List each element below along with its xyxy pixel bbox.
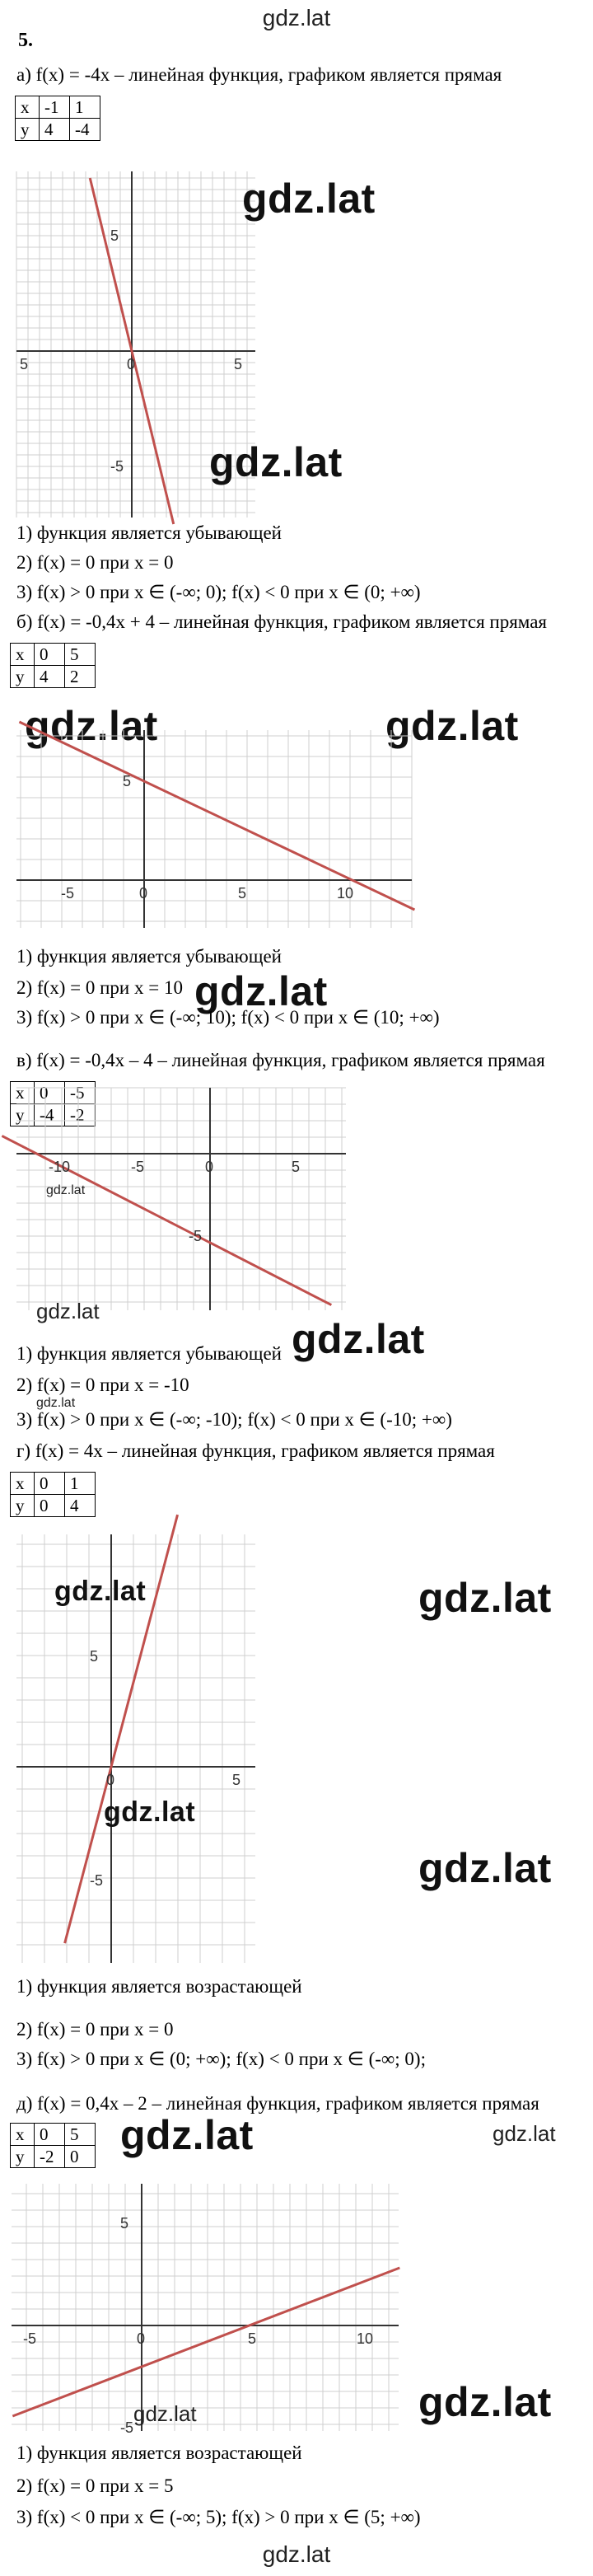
table-cell: -4 [35,1104,65,1126]
section-a-prop-1: 1) функция является убывающей [16,522,282,543]
y-tick-label: -5 [189,1228,203,1244]
x-tick-label: 0 [127,356,136,372]
task-number: 5. [18,30,33,51]
table-cell: y [11,1495,35,1517]
table-cell: -4 [70,119,100,141]
watermark: gdz.lat [194,968,328,1014]
watermark: gdz.lat [242,176,376,222]
x-tick-label: 0 [106,1772,115,1788]
watermark: gdz.lat [385,703,519,749]
header-watermark: gdz.lat [262,5,331,30]
table-cell: y [16,119,40,141]
section-b-prop-1: 1) функция является убывающей [16,946,282,967]
table-cell: 0 [35,1473,65,1495]
table-cell: 0 [65,2146,96,2168]
table-cell: 4 [35,666,65,688]
watermark: gdz.lat [493,2121,556,2146]
y-tick-label: -5 [110,458,124,475]
watermark: gdz.lat [418,1575,552,1621]
table-cell: 0 [35,1495,65,1517]
table-cell: 5 [65,644,96,666]
section-a-title: а) f(x) = -4x – линейная функция, графиком является прямая [16,64,502,85]
section-g-prop-3: 3) f(x) > 0 при x ∈ (0; +∞); f(x) < 0 при x ∈ (-∞; 0); [16,2049,426,2069]
section-d-title: д) f(x) = 0,4x – 2 – линейная функция, графиком является прямая [16,2093,539,2114]
section-g-prop-2: 2) f(x) = 0 при x = 0 [16,2019,174,2040]
table-cell: 0 [35,644,65,666]
table-cell: x [11,2124,35,2146]
table-cell: -2 [35,2146,65,2168]
x-tick-label: 10 [337,885,354,902]
section-v-prop-2: 2) f(x) = 0 при x = -10 [16,1375,189,1395]
watermark: gdz.lat [418,2379,552,2425]
table-cell: 4 [65,1495,96,1517]
x-tick-label: -5 [23,2330,37,2347]
section-g-title: г) f(x) = 4x – линейная функция, графиком является прямая [16,1440,495,1461]
section-b-title: б) f(x) = -0,4x + 4 – линейная функция, графиком является прямая [16,611,547,632]
table-cell: 5 [65,2124,96,2146]
table-cell: 4 [40,119,70,141]
section-d-graph [12,2184,399,2436]
footer-watermark: gdz.lat [262,2541,331,2567]
table-cell: -5 [65,1082,96,1104]
y-tick-label: -5 [90,1872,104,1889]
section-v-graph [16,1088,346,1310]
watermark: gdz.lat [209,439,343,485]
table-cell: x [11,1473,35,1495]
table-cell: 1 [70,96,100,119]
section-b-graph [16,730,412,928]
x-tick-label: -5 [61,885,75,902]
section-g-table [10,1472,96,1517]
x-tick-label: 5 [238,885,247,902]
table-cell: 0 [35,1082,65,1104]
watermark: gdz.lat [25,703,158,749]
x-tick-label: 5 [234,356,243,372]
y-tick-label: 5 [90,1648,99,1665]
table-cell: -2 [65,1104,96,1126]
section-d-table [10,2123,96,2168]
section-b-prop-2: 2) f(x) = 0 при x = 10 [16,977,183,998]
y-tick-label: -5 [120,2419,134,2436]
watermark: gdz.lat [46,1183,86,1197]
section-d-prop-1: 1) функция является возрастающей [16,2443,302,2463]
table-cell: x [11,1082,35,1104]
x-tick-label: 10 [357,2330,374,2347]
function-line [19,722,414,910]
table-cell: 2 [65,666,96,688]
watermark: gdz.lat [418,1845,552,1891]
table-cell: y [11,2146,35,2168]
section-b-prop-3: 3) f(x) > 0 при x ∈ (-∞; 10); f(x) < 0 при x ∈ (10; +∞) [16,1007,440,1028]
watermark: gdz.lat [36,1396,76,1410]
x-tick-label: 5 [20,356,29,372]
section-a-prop-3: 3) f(x) > 0 при x ∈ (-∞; 0); f(x) < 0 при x ∈ (0; +∞) [16,582,421,602]
section-v-title: в) f(x) = -0,4x – 4 – линейная функция, графиком является прямая [16,1050,545,1070]
section-d-prop-3: 3) f(x) < 0 при x ∈ (-∞; 5); f(x) > 0 при x ∈ (5; +∞) [16,2507,421,2527]
x-tick-label: 5 [292,1159,301,1175]
x-tick-label: 5 [248,2330,257,2347]
table-cell: x [16,96,40,119]
section-v-prop-1: 1) функция является убывающей [16,1343,282,1364]
y-tick-label: 5 [110,227,119,244]
x-tick-label: -10 [49,1159,71,1175]
section-g-prop-1: 1) функция является возрастающей [16,1976,302,1997]
table-cell: 0 [35,2124,65,2146]
watermark: gdz.lat [54,1576,147,1607]
section-a-prop-2: 2) f(x) = 0 при x = 0 [16,552,174,573]
x-tick-label: 0 [137,2330,146,2347]
table-cell: 1 [65,1473,96,1495]
x-tick-label: 0 [205,1159,214,1175]
y-tick-label: 5 [123,773,132,789]
x-tick-label: 5 [232,1772,241,1788]
x-tick-label: 0 [139,885,148,902]
table-cell: y [11,666,35,688]
section-a-table [15,96,100,141]
section-b-table [10,643,96,688]
x-tick-label: -5 [131,1159,145,1175]
watermark: gdz.lat [104,1796,196,1828]
y-tick-label: 5 [120,2215,129,2232]
watermark: gdz.lat [133,2401,197,2426]
watermark: gdz.lat [36,1299,100,1323]
watermark: gdz.lat [292,1316,425,1362]
table-cell: y [11,1104,35,1126]
watermark: gdz.lat [120,2112,254,2158]
table-cell: x [11,644,35,666]
grid [16,1088,346,1310]
section-d-prop-2: 2) f(x) = 0 при x = 5 [16,2475,174,2496]
section-v-prop-3: 3) f(x) > 0 при x ∈ (-∞; -10); f(x) < 0 при x ∈ (-10; +∞) [16,1409,452,1430]
table-cell: -1 [40,96,70,119]
